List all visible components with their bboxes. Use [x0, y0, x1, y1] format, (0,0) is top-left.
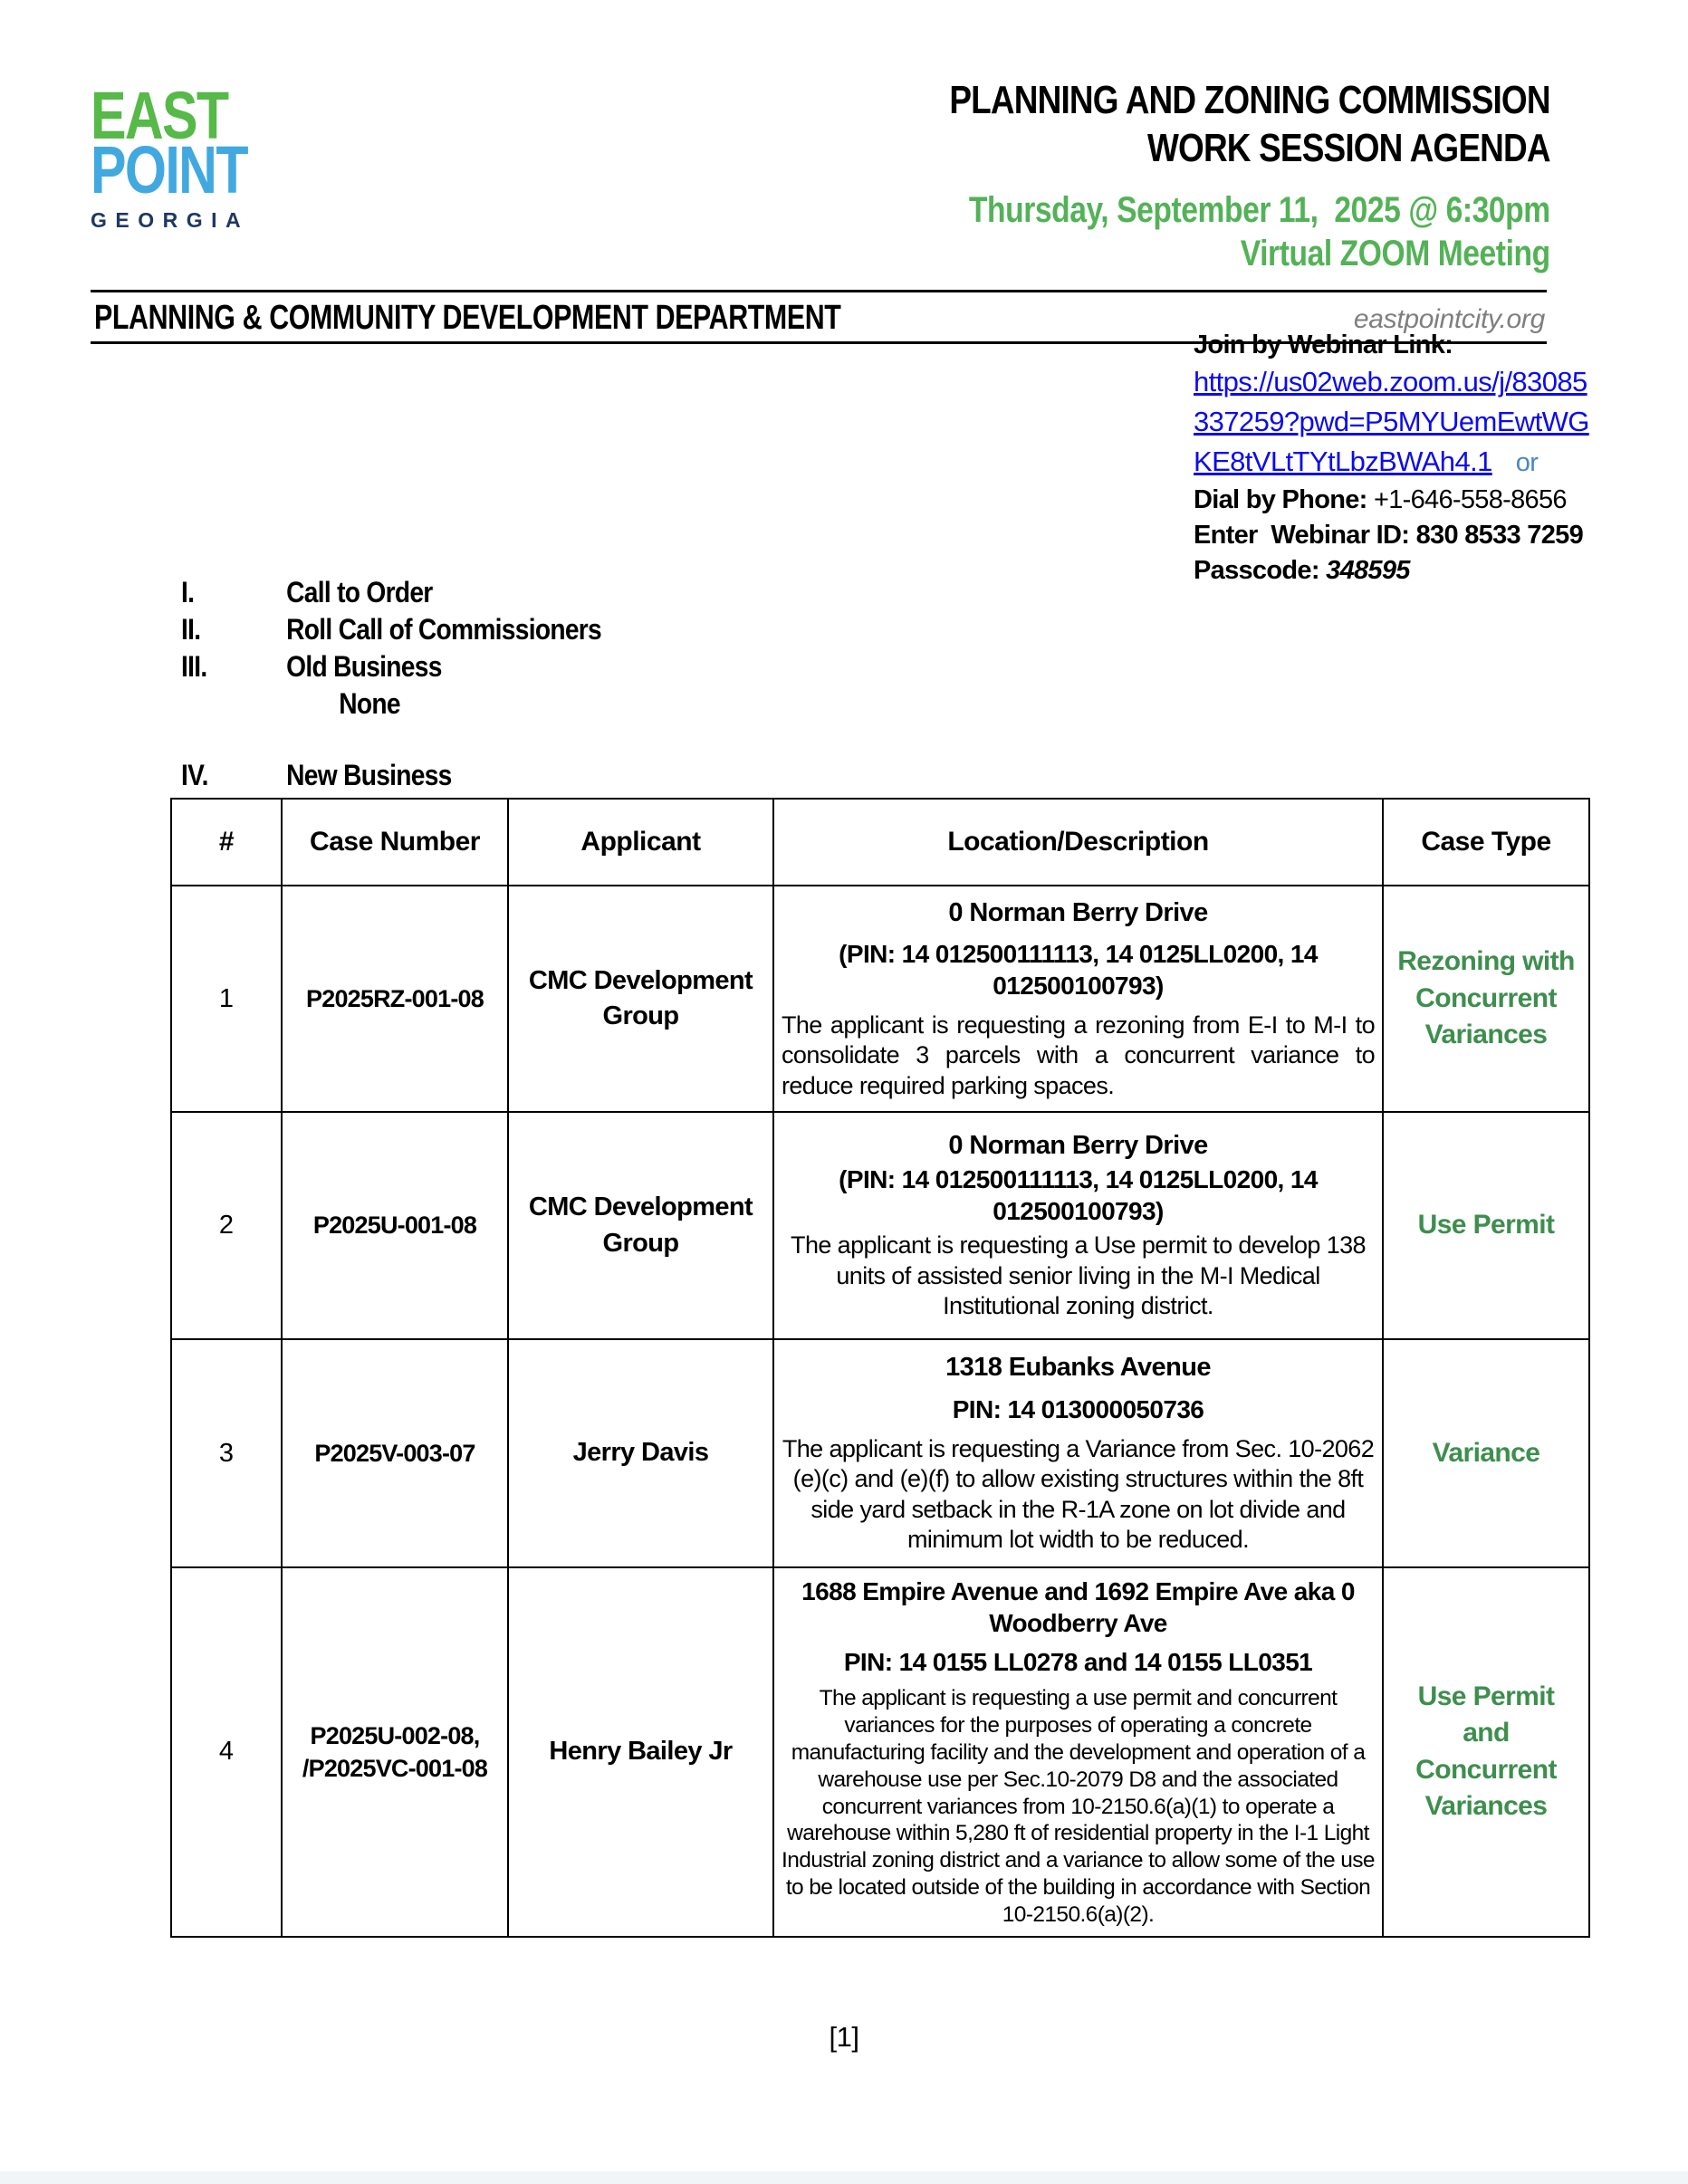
logo-east-text: EAST	[91, 78, 228, 153]
row3-location	[773, 1339, 1383, 1567]
meeting-date: Thursday, September 11, 2025 @ 6:30pm	[969, 190, 1550, 230]
logo-georgia-text: GEORGIA	[91, 208, 250, 232]
row3-applicant: Jerry Davis	[508, 1339, 773, 1567]
row4-case-number: P2025U-002-08, /P2025VC-001-08	[282, 1567, 508, 1937]
zoom-link-line2[interactable]: 337259?pwd=P5MYUemEwtWG	[1194, 406, 1589, 437]
row2-applicant: CMC Development Group	[508, 1112, 773, 1339]
agenda-numeral: II.	[181, 613, 201, 646]
passcode-line	[1194, 553, 1592, 589]
table-header-row	[171, 799, 1589, 886]
row1-num: 1	[171, 886, 282, 1112]
agenda-item-old-business	[181, 648, 601, 685]
row4-location	[773, 1567, 1383, 1937]
row4-num: 4	[171, 1567, 282, 1937]
row3-case-number: P2025V-003-07	[282, 1339, 508, 1567]
divider-top	[91, 290, 1547, 292]
row4-pin: PIN: 14 0155 LL0278 and 14 0155 LL0351	[843, 1648, 1313, 1676]
row2-location	[773, 1112, 1383, 1339]
row1-address: 0 Norman Berry Drive	[948, 897, 1208, 927]
webinar-id-line	[1194, 518, 1592, 553]
row1-description: The applicant is requesting a rezoning from E-I to M-I to consolidate 3 parcels with a concurrent variance to reduce required parking spaces.	[782, 1011, 1375, 1099]
row3-description: The applicant is requesting a Variance from Sec. 10-2062 (e)(c) and (e)(f) to allow existing structures within the 8ft side yard setback in the R-1A zone on lot divide and minimum lot width to be reduced.	[782, 1434, 1375, 1554]
col-header-case-number: Case Number	[282, 799, 508, 886]
agenda-numeral: I.	[181, 576, 195, 608]
webinar-info-block	[1194, 328, 1592, 589]
city-logo	[91, 78, 286, 233]
row2-case-type: Use Permit	[1383, 1112, 1589, 1339]
agenda-label: Old Business	[286, 650, 442, 683]
table-row-2	[171, 1112, 1589, 1339]
col-header-location: Location/Description	[773, 799, 1383, 886]
join-webinar-label: Join by Webinar Link:	[1194, 330, 1453, 359]
row1-case-number: P2025RZ-001-08	[282, 886, 508, 1112]
row4-address: 1688 Empire Avenue and 1692 Empire Ave aka 0 Woodberry Ave	[801, 1577, 1355, 1637]
department-title: PLANNING & COMMUNITY DEVELOPMENT DEPARTMENT	[94, 299, 841, 337]
agenda-numeral: IV.	[181, 759, 208, 791]
row2-num: 2	[171, 1112, 282, 1339]
row4-case-type: Use Permit and Concurrent Variances	[1383, 1567, 1589, 1937]
row2-pin: (PIN: 14 012500111113, 14 0125LL0200, 14 012500100793)	[839, 1165, 1318, 1226]
passcode-label: Passcode:	[1194, 556, 1327, 585]
row3-case-type: Variance	[1383, 1339, 1589, 1567]
passcode-value: 348595	[1326, 556, 1410, 585]
commission-title-line1: PLANNING AND ZONING COMMISSION	[949, 78, 1550, 122]
row4-applicant: Henry Bailey Jr	[508, 1567, 773, 1937]
col-header-applicant: Applicant	[508, 799, 773, 886]
agenda-list	[181, 574, 658, 794]
agenda-sub-label: None	[339, 687, 400, 720]
row3-pin: PIN: 14 013000050736	[952, 1394, 1204, 1423]
agenda-item-roll-call	[181, 611, 601, 648]
col-header-case-type: Case Type	[1383, 799, 1589, 886]
row2-address: 0 Norman Berry Drive	[948, 1131, 1208, 1161]
row4-description: The applicant is requesting a use permit and concurrent variances for the purposes of operating a concrete manufacturing facility and the development and operation of a warehouse use per Sec.10-2079 D8 and the associated concurrent variances from 10-2150.6(a)(1) to operate a warehouse within 5,280 ft of residential property in the I-1 Light Industrial zoning district and a variance to allow some of the use to be located outside of the building in accordance with Section 10-2150.6(a)(2).	[782, 1686, 1375, 1927]
table-row-1	[171, 886, 1589, 1112]
agenda-item-new-business	[181, 757, 601, 794]
website-text: eastpointcity.org	[1353, 304, 1545, 334]
col-header-num: #	[171, 799, 282, 886]
page-number: [1]	[829, 2021, 859, 2053]
agenda-label: Roll Call of Commissioners	[286, 613, 602, 646]
row1-location	[773, 886, 1383, 1112]
bottom-strip	[0, 2171, 1688, 2184]
table-row-4	[171, 1567, 1589, 1937]
webinar-id-label: Enter Webinar ID:	[1194, 521, 1416, 550]
row1-case-type: Rezoning with Concurrent Variances	[1383, 886, 1589, 1112]
row3-address: 1318 Eubanks Avenue	[945, 1353, 1211, 1383]
zoom-link-line3-wrap	[1194, 442, 1592, 483]
zoom-link-line3[interactable]: KE8tVLtTYtLbzBWAh4.1	[1194, 445, 1492, 477]
agenda-subitem-none	[181, 685, 601, 723]
row2-case-number: P2025U-001-08	[282, 1112, 508, 1339]
agenda-label: New Business	[286, 759, 452, 791]
document-header	[835, 76, 1550, 275]
row1-applicant: CMC Development Group	[508, 886, 773, 1112]
commission-title-line2: WORK SESSION AGENDA	[1147, 126, 1550, 170]
logo-point-text: POINT	[91, 132, 247, 207]
agenda-item-call-to-order	[181, 574, 601, 611]
webinar-id-value: 830 8533 7259	[1415, 521, 1584, 550]
row1-pin: (PIN: 14 012500111113, 14 0125LL0200, 14 012500100793)	[839, 939, 1318, 1000]
dial-by-phone-line	[1194, 483, 1592, 518]
meeting-date-block	[835, 188, 1550, 275]
dial-number: +1-646-558-8656	[1367, 485, 1567, 514]
row3-num: 3	[171, 1339, 282, 1567]
dial-label: Dial by Phone:	[1194, 485, 1367, 514]
zoom-link-line1[interactable]: https://us02web.zoom.us/j/83085	[1194, 366, 1587, 398]
row2-description: The applicant is requesting a Use permit to develop 138 units of assisted senior living in the M-I Medical Institutional zoning district.	[791, 1231, 1366, 1320]
cases-table	[170, 798, 1590, 1938]
or-text: or	[1515, 448, 1539, 477]
table-row-3	[171, 1339, 1589, 1567]
agenda-numeral: III.	[181, 650, 207, 683]
meeting-type: Virtual ZOOM Meeting	[1241, 234, 1550, 273]
agenda-label: Call to Order	[286, 576, 433, 608]
